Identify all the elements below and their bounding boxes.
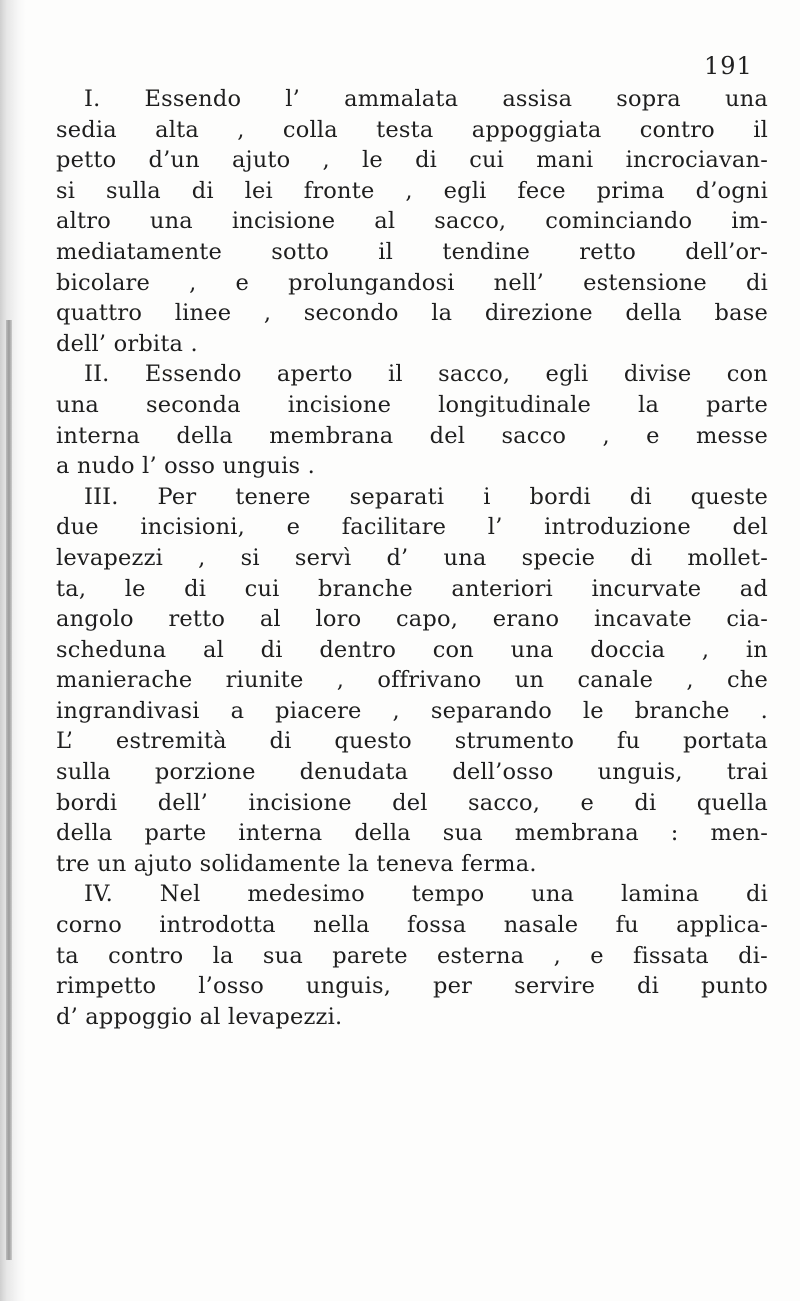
text-line: sulla porzione denudata dell’osso unguis, trai [56,759,768,786]
binding-edge [6,320,12,1260]
text-line: L’ estremità di questo strumento fu portata [56,728,768,755]
text-line: corno introdotta nella fossa nasale fu applica- [56,912,768,939]
text-line: due incisioni, e facilitare l’ introduzione del [56,514,768,541]
text-line: d’ appoggio al levapezzi. [56,1003,343,1030]
text-line: quattro linee , secondo la direzione della base [56,300,768,327]
text-line: petto d’un ajuto , le di cui mani incrociavan- [56,147,768,174]
text-line: bordi dell’ incisione del sacco, e di quella [56,789,768,816]
body-text [56,84,768,1032]
text-line: I. Essendo l’ ammalata assisa sopra una [84,86,768,112]
text-line: ta, le di cui branche anteriori incurvate ad [56,575,768,602]
text-line: altro una incisione al sacco, cominciando im- [56,208,768,235]
text-line: mediatamente sotto il tendine retto dell’or- [56,238,768,265]
text-line: scheduna al di dentro con una doccia , in [56,636,768,663]
text-line: sedia alta , colla testa appoggiata contro il [56,116,768,143]
text-line: una seconda incisione longitudinale la parte [56,391,768,418]
text-line: dell’ orbita . [56,330,198,357]
text-line: levapezzi , si servì d’ una specie di mollet- [56,544,768,571]
text-line: ingrandivasi a piacere , separando le branche . [56,697,768,724]
text-line: bicolare , e prolungandosi nell’ estensione di [56,269,768,296]
text-line: manierache riunite , offrivano un canale , che [56,667,768,694]
binding-shadow [0,0,26,1301]
text-line: IV. Nel medesimo tempo una lamina di [84,881,768,908]
text-line: a nudo l’ osso unguis . [56,453,316,480]
text-line: rimpetto l’osso unguis, per servire di punto [56,973,768,1000]
page-number: 191 [704,52,753,80]
text-line: ta contro la sua parete esterna , e fissata di- [56,942,768,969]
text-line: II. Essendo aperto il sacco, egli divise con [84,361,768,388]
text-line: angolo retto al loro capo, erano incavate cia- [56,606,768,633]
text-line: III. Per tenere separati i bordi di queste [84,483,768,510]
text-line: tre un ajuto solidamente la teneva ferma. [56,850,537,877]
text-line: interna della membrana del sacco , e messe [56,422,768,449]
text-line: della parte interna della sua membrana : men- [56,820,768,847]
text-line: si sulla di lei fronte , egli fece prima d’ogni [56,177,768,204]
